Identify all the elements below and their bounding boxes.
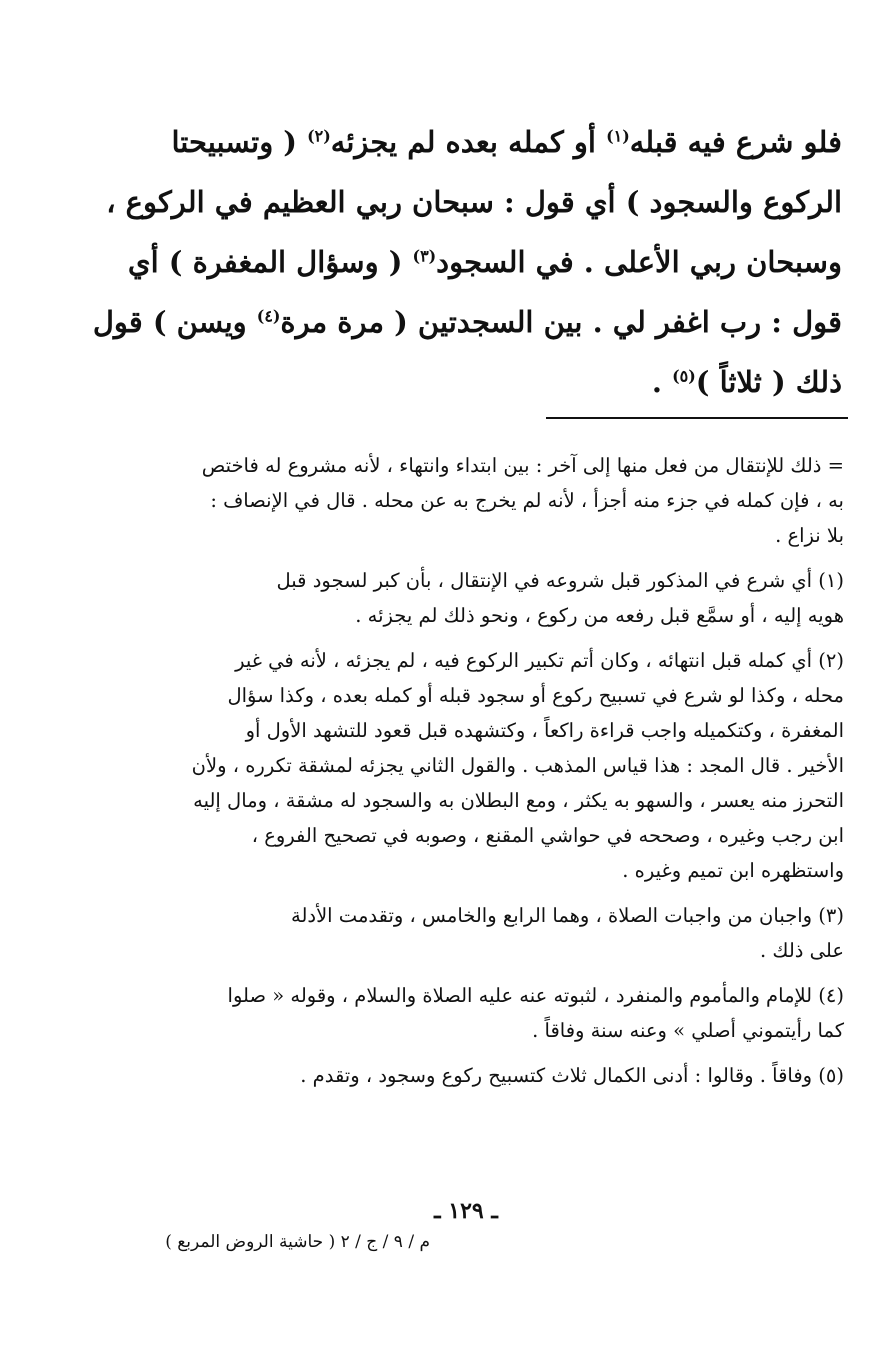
- footnote-line: محله ، وكذا لو شرع في تسبيح ركوع أو سجود قبله أو كمله بعده ، وكذا سؤال: [227, 684, 844, 707]
- footnote-line: الأخير . قال المجد : هذا قياس المذهب . والقول الثاني يجزئه لمشقة تكرره ، ولأن: [191, 754, 844, 777]
- footnote-gap: [110, 1048, 844, 1058]
- footnote-gap: [110, 633, 844, 643]
- footnote-separator: [546, 417, 848, 419]
- footnote-line: واستظهره ابن تميم وغيره .: [622, 859, 844, 882]
- footnote-line: هويه إليه ، أو سمَّع قبل رفعه من ركوع ، ونحو ذلك لم يجزئه .: [355, 604, 844, 627]
- footnote-line: ابن رجب وغيره ، وصححه في حواشي المقنع ، وصوبه في تصحيح الفروع ،: [251, 824, 844, 847]
- footnote-line: المغفرة ، وكتكميله واجب قراءة راكعاً ، وكتشهده قبل قعود للتشهد الأول أو: [245, 719, 844, 742]
- footnote-line: (٢) أي كمله قبل انتهائه ، وكان أتم تكبير الركوع فيه ، لم يجزئه ، لأنه في غير: [235, 649, 844, 672]
- main-line: ذلك ( ثلاثاً )$^{(٥)}$ .: [651, 365, 842, 399]
- footnote-line: = ذلك للإنتقال من فعل منها إلى آخر : بين ابتداء وانتهاء ، لأنه مشروع له فاختص: [201, 454, 844, 477]
- footnote-gap: [110, 968, 844, 978]
- footnote-line: (٣) واجبان من واجبات الصلاة ، وهما الرابع والخامس ، وتقدمت الأدلة: [290, 904, 844, 927]
- signature-mark: م / ٩ / ج / ٢ ( حاشية الروض المربع ): [165, 1232, 430, 1252]
- footnote-line: على ذلك .: [760, 939, 844, 962]
- footnote-gap: [110, 553, 844, 563]
- footnotes: [110, 448, 844, 1093]
- page-number: ـ ١٢٩ ـ: [434, 1198, 498, 1224]
- footnote-line: به ، فإن كمله في جزء منه أجزأ ، لأنه لم يخرج به عن محله . قال في الإنصاف :: [210, 489, 844, 512]
- main-line: فلو شرع فيه قبله$^{(١)}$ أو كمله بعده لم يجزئه$^{(٢)}$ ( وتسبيحتا: [171, 125, 842, 159]
- main-text: [92, 112, 842, 412]
- footnote-line: (٥) وفاقاً . وقالوا : أدنى الكمال ثلاث كتسبيح ركوع وسجود ، وتقدم .: [300, 1064, 844, 1087]
- footnote-line: التحرز منه يعسر ، والسهو به يكثر ، ومع البطلان به والسجود له مشقة ، ومال إليه: [193, 789, 844, 812]
- footnote-line: (١) أي شرع في المذكور قبل شروعه في الإنتقال ، بأن كبر لسجود قبل: [276, 569, 844, 592]
- main-line: الركوع والسجود ) أي قول : سبحان ربي العظيم في الركوع ،: [106, 185, 842, 219]
- main-line: قول : رب اغفر لي . بين السجدتين ( مرة مرة$^{(٤)}$ ويسن ) قول: [92, 305, 842, 339]
- footnote-line: كما رأيتموني أصلي » وعنه سنة وفاقاً .: [532, 1019, 844, 1042]
- footnote-line: بلا نزاع .: [775, 524, 844, 547]
- main-line: وسبحان ربي الأعلى . في السجود$^{(٣)}$ ( وسؤال المغفرة ) أي: [127, 245, 842, 279]
- footnote-line: (٤) للإمام والمأموم والمنفرد ، لثبوته عنه عليه الصلاة والسلام ، وقوله « صلوا: [227, 984, 844, 1007]
- footnote-gap: [110, 888, 844, 898]
